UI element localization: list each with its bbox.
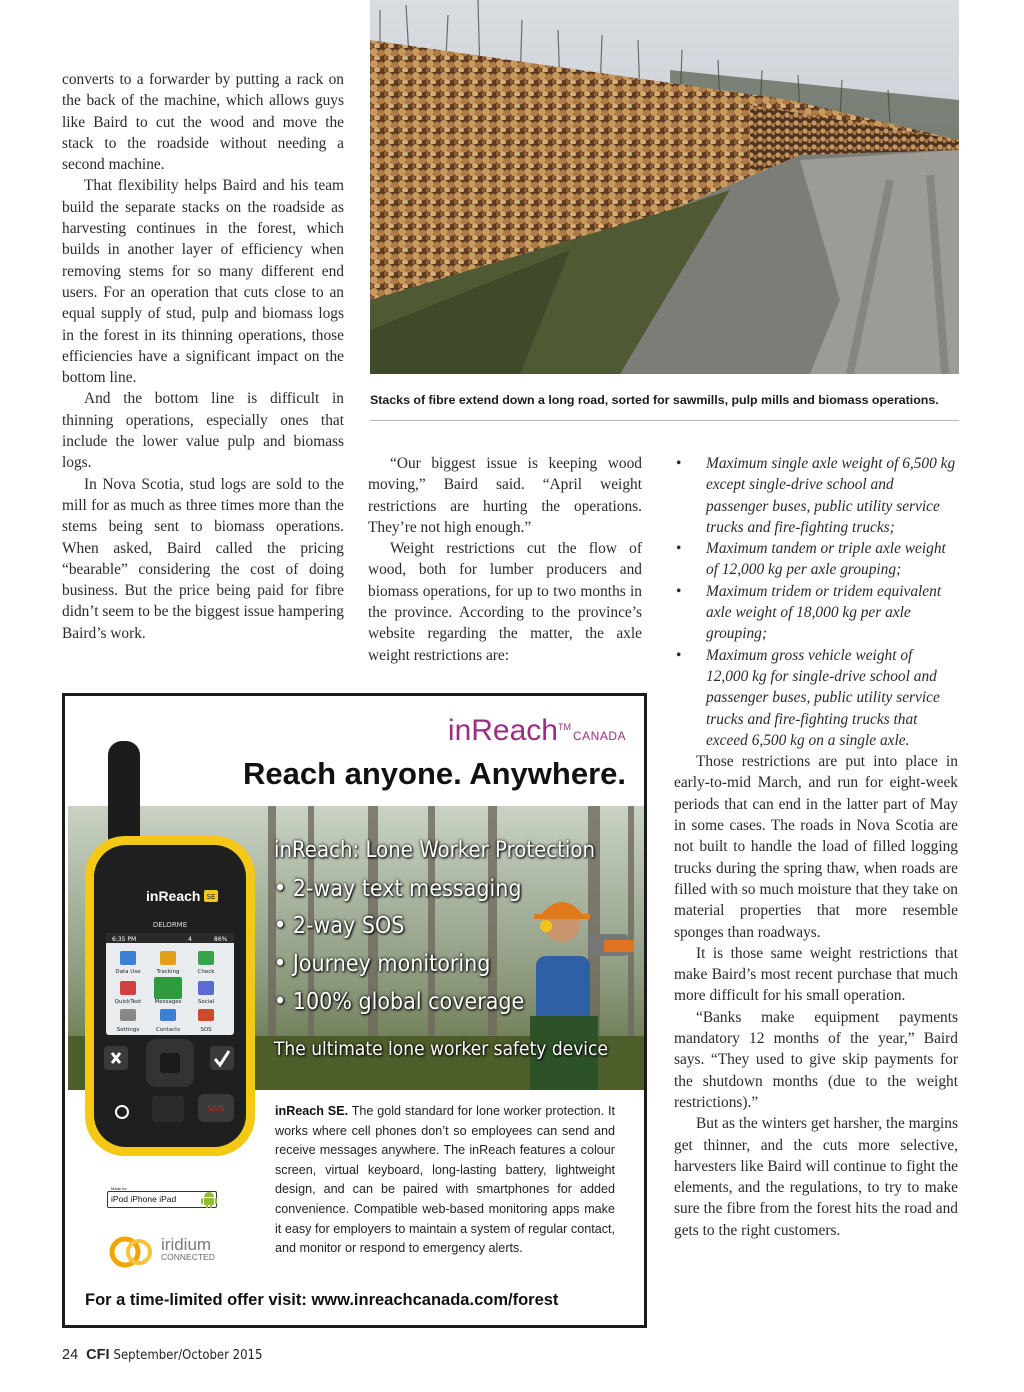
device-menu-item: Contacts bbox=[155, 1027, 181, 1033]
caption-divider bbox=[370, 420, 959, 421]
issue-date: September/October 2015 bbox=[113, 1348, 263, 1363]
device-menu-item: Data Use bbox=[115, 969, 141, 975]
magazine-name: CFI bbox=[86, 1347, 110, 1363]
list-item: • Maximum single axle weight of 6,500 kg except single-drive school and passenger buses, public utility service trucks and fire-fighting trucks; bbox=[674, 453, 958, 538]
iridium-name: iridium bbox=[161, 1235, 212, 1254]
paragraph: “Banks make equipment payments mandatory 12 months of the year,” Baird says. “They used to give skip payments for the shutdown months (due to the weight restrictions).” bbox=[674, 1008, 958, 1111]
android-icon bbox=[201, 1190, 217, 1208]
log-stacks-photo bbox=[370, 0, 959, 374]
device-menu-item: SOS bbox=[200, 1027, 212, 1033]
inreach-device bbox=[80, 741, 260, 1166]
weight-restrictions-list bbox=[674, 453, 958, 751]
photo-caption: Stacks of fibre extend down a long road, sorted for sawmills, pulp mills and biomass operations. bbox=[370, 393, 939, 407]
device-menu-item: Settings bbox=[116, 1027, 140, 1033]
device-maker: DELORME bbox=[152, 921, 188, 929]
feature-title: inReach: Lone Worker Protection bbox=[274, 838, 596, 863]
ad-headline: Reach anyone. Anywhere. bbox=[242, 756, 626, 791]
device-menu-item: Tracking bbox=[156, 969, 180, 975]
ad-tagline: The ultimate lone worker safety device bbox=[274, 1038, 608, 1060]
ad-body-text: The gold standard for lone worker protection. It works where cell phones don’t so employees can send and receive messages anywhere. The inReach features a colour screen, virtual keyboard, long-lasting battery, lightweight design, and can be paired with smartphones for added convenience. Compatible web-based monitoring apps make it easy for employers to maintain a system of regular contact, and monitor or respond to emergency alerts. bbox=[275, 1104, 615, 1256]
device-status-count: 4 bbox=[188, 936, 192, 943]
device-menu-item: QuickText bbox=[114, 999, 142, 1005]
article-column-2 bbox=[368, 453, 642, 666]
paragraph: But as the winters get harsher, the margins get thinner, and the cuts more selective, harvesters like Baird will continue to fight the elements, and the regulations, to try to make sure the fibre from the forest hits the road and gets to the right customers. bbox=[674, 1115, 958, 1239]
feature-item: • 2-way text messaging bbox=[274, 876, 522, 902]
device-menu-item: Check bbox=[197, 969, 215, 975]
page-footer bbox=[62, 1347, 262, 1363]
made-for-apple-badge: Made for iPod iPhone iPad bbox=[107, 1191, 217, 1208]
paragraph: And the bottom line is difficult in thinning operations, especially ones that include the lower value pulp and biomass logs. bbox=[62, 390, 344, 472]
iridium-connected-logo bbox=[161, 1235, 215, 1263]
trademark: TM bbox=[557, 722, 571, 732]
iridium-logo-icon bbox=[109, 1234, 159, 1270]
feature-item: • 2-way SOS bbox=[274, 913, 405, 939]
brand-name: inReach bbox=[447, 714, 558, 747]
ad-offer-url[interactable]: For a time-limited offer visit: www.inreachcanada.com/forest bbox=[85, 1291, 559, 1309]
paragraph: Those restrictions are put into place in early-to-mid March, and run for eight-week periods that can end in the latter part of May in some cases. The roads in Nova Scotia are not built to handle the load of filled logging trucks during the spring thaw, when roads are filled with so much moisture that they take on material properties that more resemble sponges than roadways. bbox=[674, 753, 958, 941]
article-column-3 bbox=[674, 453, 958, 1241]
page-number: 24 bbox=[62, 1347, 79, 1363]
paragraph: “Our biggest issue is keeping wood moving,” Baird said. “April weight restrictions are hurting the operations. They’re not high enough.” bbox=[368, 455, 642, 536]
device-menu-item: Social bbox=[197, 999, 215, 1005]
sos-button-label: SOS bbox=[207, 1104, 225, 1113]
device-model: SE bbox=[206, 893, 216, 901]
list-item: • Maximum tridem or tridem equivalent axle weight of 18,000 kg per axle grouping; bbox=[674, 581, 958, 645]
paragraph: That flexibility helps Baird and his team build the separate stacks on the roadside as harvesting continues in the forest, which builds in another layer of efficiency when removing stems for so many different end users. For an operation that cuts close to an equal supply of stud, pulp and biomass logs in the forest in its thinning operations, those efficiencies have a significant impact on the bottom line. bbox=[62, 177, 344, 387]
ad-body-lead: inReach SE. bbox=[275, 1104, 349, 1118]
inreach-advertisement bbox=[62, 693, 647, 1328]
iridium-sub: CONNECTED bbox=[161, 1252, 215, 1262]
paragraph: Weight restrictions cut the flow of wood, both for lumber producers and biomass operations, for up to two months in the province. According to the province’s website regarding the matter, the axle weight restrictions are: bbox=[368, 540, 642, 664]
article-column-1 bbox=[62, 69, 344, 644]
paragraph: converts to a forwarder by putting a rack on the back of the machine, which allows guys like Baird to cut the wood and move the stack to the roadside without needing a second machine. bbox=[62, 71, 344, 174]
device-status-time: 6:35 PM bbox=[112, 936, 137, 943]
device-status-battery: 86% bbox=[214, 936, 228, 943]
brand-country: CANADA bbox=[572, 729, 626, 743]
paragraph: In Nova Scotia, stud logs are sold to the mill for as much as three times more than the stems being sent to biomass operations. When asked, Baird called the pricing “bearable” considering the cost of doing business. But the price being paid for fibre didn’t seem to be the biggest issue hampering Baird’s work. bbox=[62, 475, 344, 642]
paragraph: It is those same weight restrictions that make Baird’s most recent purchase that much more difficult for his small operation. bbox=[674, 944, 958, 1005]
list-item: • Maximum gross vehicle weight of 12,000 kg for single-drive school and passenger buses, public utility service trucks and fire-fighting trucks that exceed 6,500 kg on a single axle. bbox=[674, 645, 958, 751]
list-item: • Maximum tandem or triple axle weight of 12,000 kg per axle grouping; bbox=[674, 538, 958, 581]
device-brand: inReach bbox=[146, 888, 201, 904]
device-menu-item: Messages bbox=[154, 999, 182, 1005]
feature-item: • Journey monitoring bbox=[274, 951, 491, 977]
feature-item: • 100% global coverage bbox=[274, 989, 525, 1015]
inreach-logo bbox=[448, 714, 626, 748]
ad-body-copy bbox=[275, 1102, 615, 1259]
